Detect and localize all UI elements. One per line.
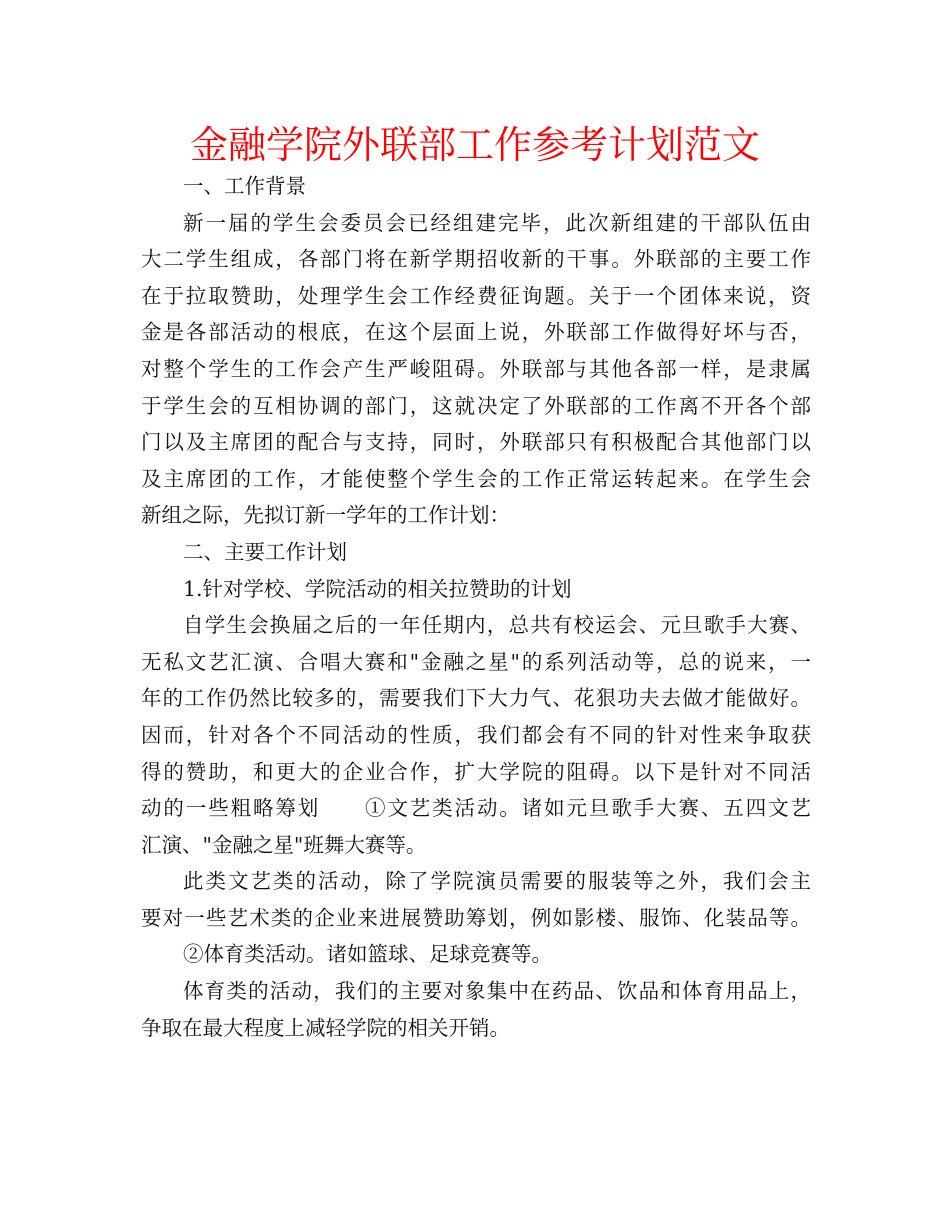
paragraph-line: 因而，针对各个不同活动的性质，我们都会有不同的针对性来争取获 [141, 722, 811, 747]
paragraph-line: 汇演、"金融之星"班舞大赛等。 [141, 832, 427, 857]
paragraph-line: 无私文艺汇演、合唱大赛和"金融之星"的系列活动等，总的说来，一 [141, 649, 811, 674]
paragraph-line: 金是各部活动的根底，在这个层面上说，外联部工作做得好坏与否， [141, 320, 811, 345]
paragraph-line: 新一届的学生会委员会已经组建完毕，此次新组建的干部队伍由 [183, 210, 811, 235]
subsection-heading: 1.针对学校、学院活动的相关拉赞助的计划 [183, 576, 572, 601]
paragraph-line: 对整个学生的工作会产生严峻阻碍。外联部与其他各部一样，是隶属 [141, 356, 811, 381]
paragraph-line: 大二学生组成，各部门将在新学期招收新的干事。外联部的主要工作 [141, 247, 811, 272]
paragraph-line: 新组之际，先拟订新一学年的工作计划： [141, 503, 510, 528]
paragraph-line: 门以及主席团的配合与支持，同时，外联部只有积极配合其他部门以 [141, 430, 811, 455]
paragraph-line: 在于拉取赞助，处理学生会工作经费征询题。关于一个团体来说，资 [141, 283, 811, 308]
paragraph-line: 动的一些粗略筹划 ①文艺类活动。诸如元旦歌手大赛、五四文艺 [141, 796, 811, 821]
paragraph-line: 年的工作仍然比较多的，需要我们下大力气、花狠功夫去做才能做好。 [141, 686, 811, 711]
section-heading-background: 一、工作背景 [183, 174, 306, 198]
paragraph-line: 及主席团的工作，才能使整个学生会的工作正常运转起来。在学生会 [141, 466, 811, 491]
paragraph-line: 争取在最大程度上减轻学院的相关开销。 [141, 1015, 510, 1040]
paragraph-line: 要对一些艺术类的企业来进展赞助筹划，例如影楼、服饰、化装品等。 [141, 905, 811, 930]
paragraph-line: 于学生会的互相协调的部门，这就决定了外联部的工作离不开各个部 [141, 393, 811, 418]
document-title: 金融学院外联部工作参考计划范文 [189, 123, 760, 167]
paragraph-line: 自学生会换届之后的一年任期内，总共有校运会、元旦歌手大赛、 [183, 613, 811, 638]
section-heading-plan: 二、主要工作计划 [183, 539, 347, 564]
paragraph-line: 此类文艺类的活动，除了学院演员需要的服装等之外，我们会主 [183, 869, 811, 894]
paragraph-line: 得的赞助，和更大的企业合作，扩大学院的阻碍。以下是针对不同活 [141, 759, 811, 784]
document-body [141, 168, 811, 1046]
paragraph-line: ②体育类活动。诸如篮球、足球竞赛等。 [183, 942, 552, 967]
paragraph-line: 体育类的活动，我们的主要对象集中在药品、饮品和体育用品上， [183, 979, 811, 1004]
